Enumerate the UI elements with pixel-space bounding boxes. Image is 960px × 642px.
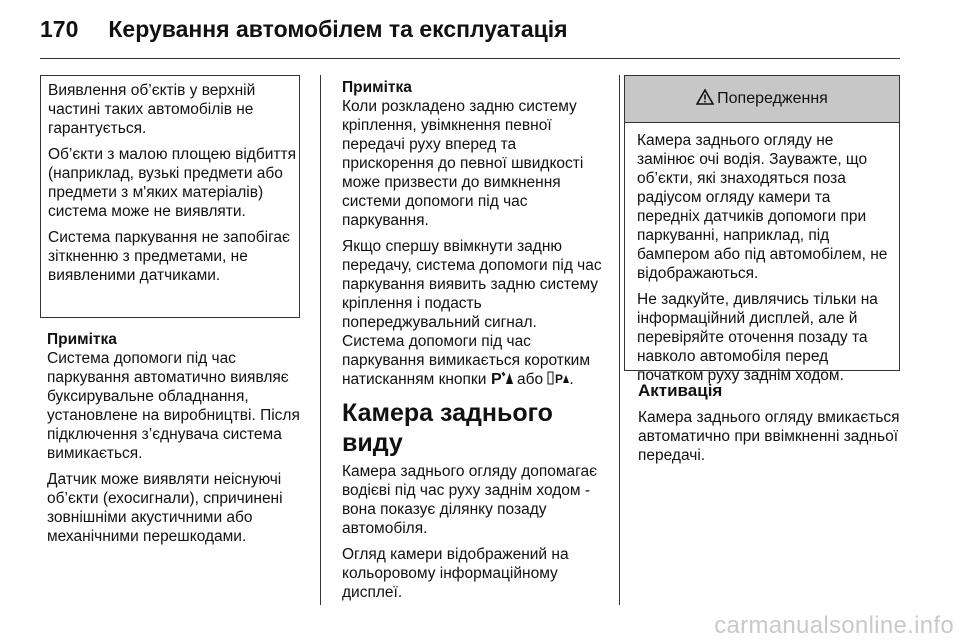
subsection-title: Активація [638,381,723,400]
park-assist-button-icon [491,370,513,391]
svg-text:P: P [555,372,564,386]
note-paragraph-1: Система допомоги під час паркування автоматично виявляє буксирувальне обладнання, установлене на виробництві. Після підключення з’єднувача система вимикається. [47,350,300,462]
or-text: або [516,371,544,388]
rear-camera-park-icon [547,370,569,391]
column-divider-2 [619,75,620,605]
column-2 [342,78,607,609]
note-paragraph-1: Коли розкладено задню систему кріплення, увімкнення певної передачі руху вперед та прискорення до певної швидкості може призвести до вимкнення системи допомоги під час паркування. [342,98,584,229]
page-number: 170 [40,16,79,42]
warning-triangle-icon [696,89,714,110]
warning-title: Попередження [717,90,828,107]
box-paragraph-2: Об’єкти з малою площею відбиття (наприклад, вузькі предмети або предмети з м'яких матеріалів) система може не виявляти. [48,146,296,220]
warning-paragraph-2: Не задкуйте, дивлячись тільки на інформаційний дисплей, але й перевіряйте оточення позаду та навколо автомобіля перед початком руху заднім ходом. [637,291,878,384]
svg-text:P: P [490,371,502,386]
note-paragraph-3-text: Система допомоги під час паркування вимикається коротким натисканням кнопки [342,333,590,388]
section-paragraph-1: Камера заднього огляду допомагає водієві під час руху заднім ходом - вона показує ділянку позаду автомобіля. [342,463,598,537]
column-divider-1 [320,75,321,605]
caution-box [40,75,300,318]
note-paragraph-2: Датчик може виявляти неіснуючі об’єкти (ехосигнали), спричинені зовнішніми акустичними або механічними перешкодами. [47,471,283,545]
caution-box-topline [41,75,299,76]
column-1-note [47,330,309,553]
warning-header [625,76,899,123]
note-paragraph-3: Система допомоги під час паркування вимикається коротким натисканням кнопки P або P . [342,332,607,391]
chapter-title: Керування автомобілем та експлуатація [108,16,568,42]
section-title: Камера заднього виду [342,399,553,457]
box-paragraph-3: Система паркування не запобігає зіткненню з предметами, не виявленими датчиками. [48,229,290,284]
note-title: Примітка [342,79,412,96]
column-3-activation [638,380,900,472]
subsection-paragraph: Камера заднього огляду вмикається автоматично при ввімкненні задньої передачі. [638,409,900,464]
header-rule [40,58,900,59]
note-paragraph-2: Якщо спершу ввімкнути задню передачу, система допомоги під час паркування виявить задню систему кріплення і подасть попереджувальний сигнал. [342,238,602,331]
box-paragraph-1: Виявлення об’єктів у верхній частині таких автомобілів не гарантується. [48,82,256,137]
warning-box [624,75,900,384]
note-title: Примітка [47,331,117,348]
section-paragraph-2: Огляд камери відображений на кольоровому інформаційному дисплеї. [342,546,569,601]
watermark: carmanualsonline.info [714,612,954,639]
warning-paragraph-1: Камера заднього огляду не замінює очі водія. Зауважте, що об’єкти, які знаходяться поза радіусом огляду камери та передніх датчиків допомоги при паркуванні, наприклад, під бампером або під автомобілем, не відображаються. [637,132,888,282]
page-header [40,14,568,44]
